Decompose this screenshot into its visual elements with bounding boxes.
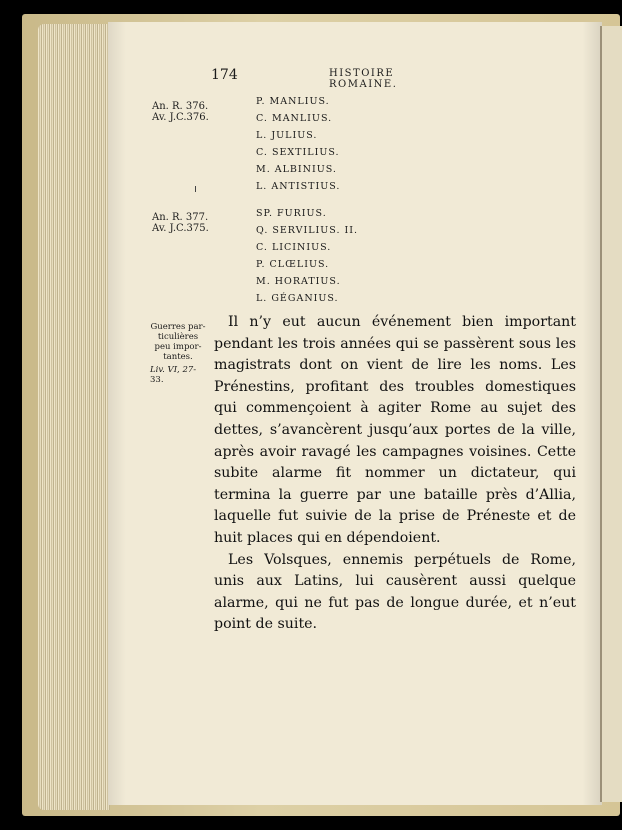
year-an-label: An. R. 377. <box>152 212 209 223</box>
magistrate-name: L. JULIUS. <box>256 130 318 141</box>
margin-note-line: ticulières <box>157 332 199 342</box>
year-an-label: An. R. 376. <box>152 101 209 112</box>
page-header <box>211 67 461 90</box>
margin-note <box>146 322 210 362</box>
magistrate-name: SP. FURIUS. <box>256 208 327 219</box>
magistrate-name: M. ALBINIUS. <box>256 164 337 175</box>
running-title: HISTOIRE ROMAINE. <box>329 68 398 90</box>
margin-note-line: Guerres par- <box>150 322 206 332</box>
magistrate-list-1 <box>256 93 340 195</box>
year-label-block-2 <box>152 212 209 234</box>
magistrate-list-2 <box>256 205 358 307</box>
margin-ref-line: Liv. VI, 27- <box>150 365 197 375</box>
magistrate-name: C. LICINIUS. <box>256 242 332 253</box>
magistrate-name: M. HORATIUS. <box>256 276 341 287</box>
page-edges <box>38 24 110 810</box>
magistrate-name: C. SEXTILIUS. <box>256 147 340 158</box>
magistrate-name: C. MANLIUS. <box>256 113 333 124</box>
magistrate-name: Q. SERVILIUS. II. <box>256 225 359 236</box>
magistrate-name: P. CLŒLIUS. <box>256 259 330 270</box>
margin-ref-line: 33. <box>150 375 164 385</box>
facing-page-edge <box>600 26 622 802</box>
year-av-label: Av. J.C.376. <box>152 112 209 123</box>
printer-mark <box>195 186 196 192</box>
body-text <box>214 312 576 636</box>
magistrate-name: L. ANTISTIUS. <box>256 181 341 192</box>
margin-note-line: peu impor- <box>154 342 202 352</box>
magistrate-name: L. GÉGANIUS. <box>256 293 339 304</box>
page-number: 174 <box>211 67 238 83</box>
paragraph: Les Volsques, ennemis perpétuels de Rome, unis aux Latins, lui causèrent aussi quelque alarme, qui ne fut pas de longue durée, et n’eut point de suite. <box>214 551 576 633</box>
margin-note-line: tantes. <box>163 352 193 362</box>
year-av-label: Av. J.C.375. <box>152 223 209 234</box>
margin-reference <box>150 365 214 385</box>
magistrate-name: P. MANLIUS. <box>256 96 330 107</box>
paragraph: Il n’y eut aucun événement bien important pendant les trois années qui se passèrent sous les magistrats dont on vient de lire les noms. Les Prénestins, profitant des troubles domestiques qui commençoient à agiter Rome au sujet des dettes, s’avancèrent jusqu’aux portes de la ville, après avoir ravagé les campagnes voisines. Cette subite alarme fit nommer un dictateur, qui termina la guerre par une bataille près d’Allia, laquelle fut suivie de la prise de Préneste et de huit places qui en dépendoient. <box>214 314 576 546</box>
year-label-block-1 <box>152 101 209 123</box>
